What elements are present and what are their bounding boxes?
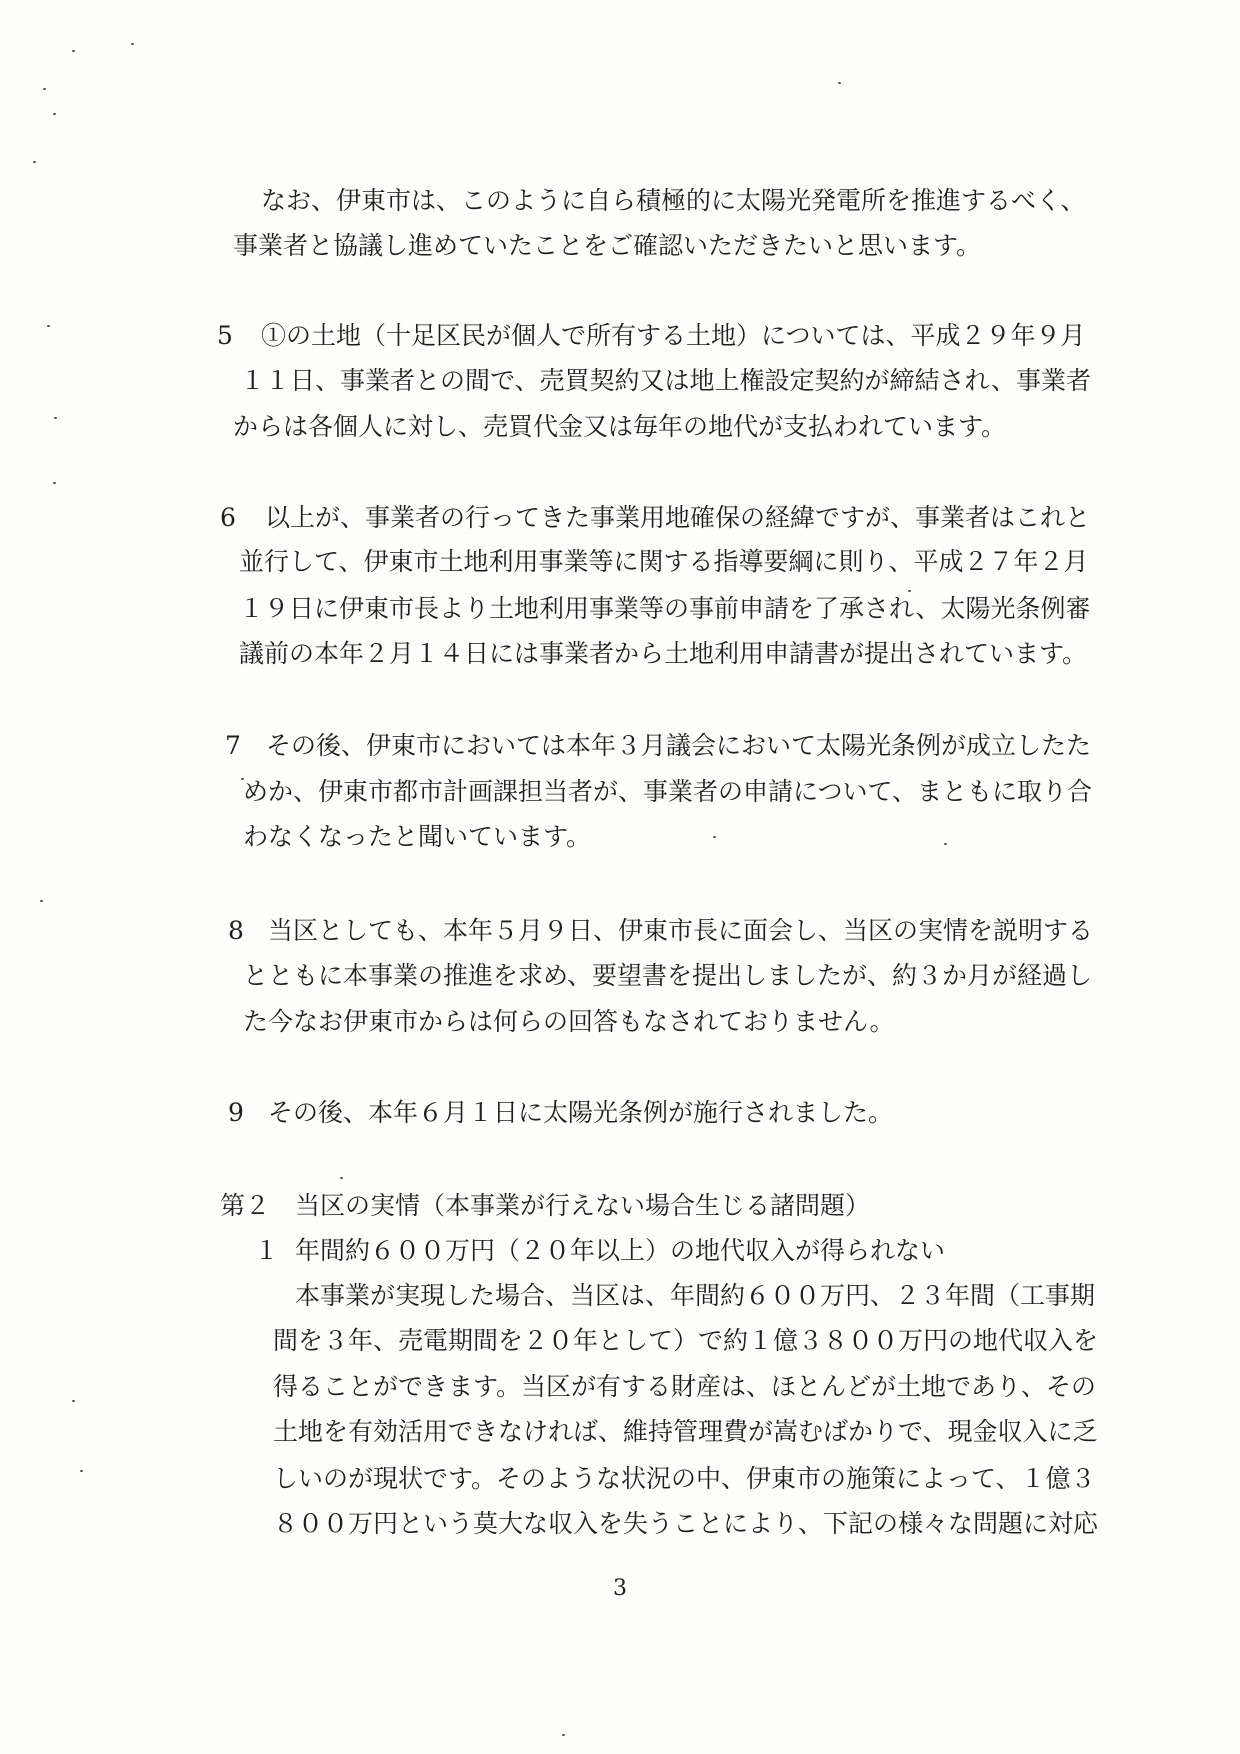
item-number: 7 [225, 731, 241, 760]
text-line: 間を３年、売電期間を２０年として）で約１億３８００万円の地代収入を [273, 1326, 1099, 1355]
scan-speck [80, 1470, 83, 1472]
scan-speck [908, 590, 911, 592]
section-title: 当区の実情（本事業が行えない場合生じる諸問題） [295, 1191, 871, 1220]
page-number: 3 [613, 1576, 627, 1601]
scan-speck [33, 161, 36, 163]
text-line: た今なお伊東市からは何らの回答もなされておりません。 [243, 1007, 895, 1036]
text-line: しいのが現状です。そのような状況の中、伊東市の施策によって、１億３ [273, 1464, 1096, 1493]
text-line: 土地を有効活用できなければ、維持管理費が嵩むばかりで、現金収入に乏 [273, 1417, 1098, 1446]
text-line: わなくなったと聞いています。 [243, 822, 592, 851]
text-line: 本事業が実現した場合、当区は、年間約６００万円、２３年間（工事期 [295, 1281, 1096, 1310]
text-line: その後、伊東市においては本年３月議会において太陽光条例が成立したた [266, 731, 1092, 760]
scan-speck [944, 843, 947, 845]
text-line: 当区としても、本年５月９日、伊東市長に面会し、当区の実情を説明する [268, 916, 1094, 945]
scan-speck [340, 1177, 343, 1179]
subsection-number: １ [254, 1236, 280, 1265]
scan-speck [43, 88, 46, 90]
scan-speck [47, 325, 50, 327]
scan-speck [72, 50, 75, 52]
subsection-title: 年間約６００万円（２０年以上）の地代収入が得られない [295, 1236, 946, 1265]
scan-speck [72, 1400, 75, 1402]
scan-speck [713, 836, 716, 838]
text-line: 並行して、伊東市土地利用事業等に関する指導要綱に則り、平成２７年２月 [239, 547, 1089, 576]
text-line: とともに本事業の推進を求め、要望書を提出しましたが、約３か月が経過し [243, 961, 1093, 990]
scan-speck [40, 900, 43, 902]
scan-speck [562, 1734, 565, 1736]
text-line: １９日に伊東市長より土地利用事業等の事前申請を了承され、太陽光条例審 [239, 594, 1091, 623]
text-line: めか、伊東市都市計画課担当者が、事業者の申請について、まともに取り合 [243, 777, 1093, 806]
text-line: その後、本年６月１日に太陽光条例が施行されました。 [268, 1098, 894, 1127]
scan-speck [131, 43, 134, 45]
scan-speck [54, 417, 57, 419]
text-line: 事業者と協議し進めていたことをご確認いただきたいと思います。 [233, 231, 982, 260]
text-line: 議前の本年２月１４日には事業者から土地利用申請書が提出されています。 [239, 639, 1088, 668]
scan-speck [838, 82, 841, 84]
item-number: 6 [220, 503, 236, 532]
text-line: ①の土地（十足区民が個人で所有する土地）については、平成２９年９月 [261, 321, 1086, 350]
text-line: 以上が、事業者の行ってきた事業用地確保の経緯ですが、事業者はこれと [265, 503, 1091, 532]
text-line: １１日、事業者との間で、売買契約又は地上権設定契約が締結され、事業者 [240, 366, 1092, 395]
text-line: 得ることができます。当区が有する財産は、ほとんどが土地であり、その [273, 1372, 1097, 1401]
scan-speck [53, 113, 56, 115]
item-number: 5 [217, 321, 233, 350]
item-number: 9 [228, 1098, 244, 1127]
text-line: なお、伊東市は、このように自ら積極的に太陽光発電所を推進するべく、 [261, 186, 1086, 215]
item-number: 8 [228, 916, 244, 945]
text-line: からは各個人に対し、売買代金又は毎年の地代が支払われています。 [233, 412, 1007, 441]
section-label: 第２ [220, 1191, 271, 1220]
scan-speck [53, 482, 56, 484]
text-line: ８００万円という莫大な収入を失うことにより、下記の様々な問題に対応 [273, 1509, 1099, 1538]
